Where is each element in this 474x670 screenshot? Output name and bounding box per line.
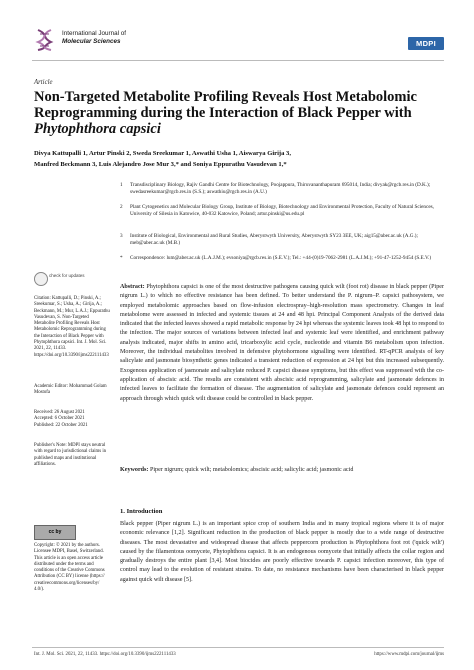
accepted-date: Accepted: 6 October 2021 <box>34 416 85 422</box>
affiliation-text: Correspondence: lum@aber.ac.uk (L.A.J.M.); evsoniya@rgcb.res.in (S.E.V.); Tel.: +44-(0)19-7062-2981 (L.A.J.M.); +91-47-1252-9454 (S.E.V.) <box>130 255 432 261</box>
title-species: Phytophthora capsici <box>34 121 161 137</box>
affiliation-num: 2 <box>120 204 123 210</box>
journal-name <box>62 30 126 46</box>
title-main: Non-Targeted Metabolite Profiling Reveals Host Metabolomic Reprogramming during the Interaction of Black Pepper with <box>34 89 417 121</box>
affiliation-text: Institute of Biological, Environmental and Rural Studies, Aberystwyth University, Aberystwyth SY23 3EE, UK; aig15@aber.ac.uk (A.G.); meb@aber.ac.uk (M.B.) <box>130 233 418 247</box>
affiliation-num: * <box>120 255 123 261</box>
keywords <box>120 466 444 475</box>
journal-name-line2: Molecular Sciences <box>62 38 121 45</box>
keywords-label: Keywords: <box>120 467 149 473</box>
affiliation-text: Plant Cytogenetics and Molecular Biology Group, Institute of Biology, Biotechnology and Environmental Protection, Faculty of Natural Sciences, University of Silesia in Katowice, 40-032 Katowice, Poland; artur.pinski@us.edu.pl <box>130 204 434 218</box>
affiliation-1 <box>120 182 440 196</box>
footer-divider <box>32 647 444 648</box>
affiliation-num: 1 <box>120 182 123 188</box>
affiliation-num: 3 <box>120 233 123 239</box>
correspondence <box>120 255 440 262</box>
affiliation-3 <box>120 233 440 247</box>
affiliation-2 <box>120 204 440 218</box>
introduction-text: Black pepper (Piper nigrum L.) is an important spice crop of southern India and in many tropical regions where it is of major economic relevance [1,2]. Significant reduction in the production of black pepper is mostly due to a wide range of destructive diseases. The most devastative and widespread disease that affects peppercorn production is Phytophthora foot rot ('quick wilt') caused by the filamentous oomycete, Phytophthora capsici. It is an endogenous oomycete that initially affects the collar region and gradually destroys the entire plant [3,4]. Most biocides are poorly effective towards P. capsici infection moreover, this type of control may lead to the evolution of resistant strains. To date, no resistance mechanisms have been characterised in black pepper against quick wilt disease [5]. <box>120 521 444 583</box>
published-date: Published: 22 October 2021 <box>34 422 88 428</box>
copyright-block <box>34 525 110 593</box>
author-list <box>34 148 444 170</box>
dates-block <box>34 410 110 429</box>
check-updates-icon <box>34 272 48 286</box>
journal-name-line1: International Journal of <box>62 30 127 37</box>
footer-journal-link[interactable]: https://www.mdpi.com/journal/ijms <box>374 652 444 657</box>
check-for-updates-button[interactable] <box>34 270 94 288</box>
publisher-note: Publisher's Note: MDPI stays neutral with regard to jurisdictional claims in published maps and institutional affiliations. <box>34 443 107 467</box>
check-updates-label: check for updates <box>49 273 85 278</box>
keywords-text: Piper nigrum; quick wilt; metabolomics; abscisic acid; salicylic acid; jasmonic acid <box>149 467 354 473</box>
footer-citation[interactable]: Int. J. Mol. Sci. 2021, 22, 11433. https://doi.org/10.3390/ijms222111433 <box>34 652 176 657</box>
abstract-label: Abstract: <box>120 284 145 290</box>
article-title <box>34 89 444 137</box>
authors-line1: Divya Kattupalli 1, Artur Pinski 2, Sweda Sreekumar 1, Aswathi Usha 1, Aiswarya Girija 3, <box>34 150 291 157</box>
affiliation-text: Transdisciplinary Biology, Rajiv Gandhi Centre for Biotechnology, Poojappura, Thiruvananthapuram 695014, India; divyak@rgcb.res.in (D.K.); swedasreekumar@rgcb.res.in (S.S.); aswathiu@rgcb.res.in (A.U.) <box>130 182 431 196</box>
cc-license-badge[interactable]: cc by <box>34 525 76 540</box>
academic-editor: Academic Editor: Mohammad Golam Mostofa <box>34 384 107 396</box>
received-date: Received: 26 August 2021 <box>34 410 85 415</box>
citation-block: Citation: Kattupalli, D.; Pinski, A.; Sreekumar, S.; Usha, A.; Girija, A.; Beckmann, M.; Mur, L.A.J.; Eppurathu Vasudevan, S. Non-Targeted Metabolite Profiling Reveals Host Metabolomic Reprogramming during the Interaction of Black Pepper with Phytophthora capsici. Int. J. Mol. Sci. 2021, 22, 11433. https://doi.org/10.3390/ijms222111433 <box>34 296 110 358</box>
article-type: Article <box>34 79 53 86</box>
abstract <box>120 283 444 404</box>
section-heading: 1. Introduction <box>120 508 163 515</box>
abstract-text: Phytophthora capsici is one of the most destructive pathogens causing quick wilt (foot rot) disease in black pepper (Piper nigrum L.) to which no effective resistance has been defined. To better understand the P. nigrum–P. capsici pathosystem, we employed metabolomic approaches based on flow-infusion electrospray–high-resolution mass spectrometry. Changes in leaf metabolome were assessed in infected and systemic tissues at 24 and 48 hpi. Principal Component Analysis of the derived data indicated that the infected leaves showed a rapid metabolic response by 24 hpi whereas the systemic leaves took 48 hpi to respond to the infection. The major sources of variations between infected leaf and systemic leaf were identified, and enrichment pathway analysis indicated, major shifts in amino acid, tricarboxylic acid cycle, nucleotide and vitamin B6 metabolism upon infection. Moreover, the individual metabolites involved in defensive phytohormone signalling were identified. RT-qPCR analysis of key salicylate and jasmonate biosynthetic genes indicated a transient reduction of expression at 24 hpi but this increased subsequently. Exogenous application of jasmonate and salicylate reduced P. capsici disease symptoms, but this effect was suppressed with the co-application of abscisic acid. The results are consistent with abscisic acid reprogramming, salicylate and jasmonate defences in infected leaves to facilitate the formation of disease. The augmentation of salicylate and jasmonate defences could represent an approach through which quick wilt disease could be controlled in black pepper. <box>120 284 444 402</box>
journal-logo-icon <box>34 28 56 52</box>
publisher-logo[interactable]: MDPI <box>408 37 444 50</box>
authors-line2: Manfred Beckmann 3, Luis Alejandro Jose Mur 3,* and Soniya Eppurathu Vasudevan 1,* <box>34 161 287 168</box>
header-divider <box>32 60 444 61</box>
copyright-text: Copyright: © 2021 by the authors. Licensee MDPI, Basel, Switzerland. This article is an open access article distributed under the terms and conditions of the Creative Commons Attribution (CC BY) license (https:// creativecommons.org/licenses/by/ 4.0/). <box>34 543 105 593</box>
